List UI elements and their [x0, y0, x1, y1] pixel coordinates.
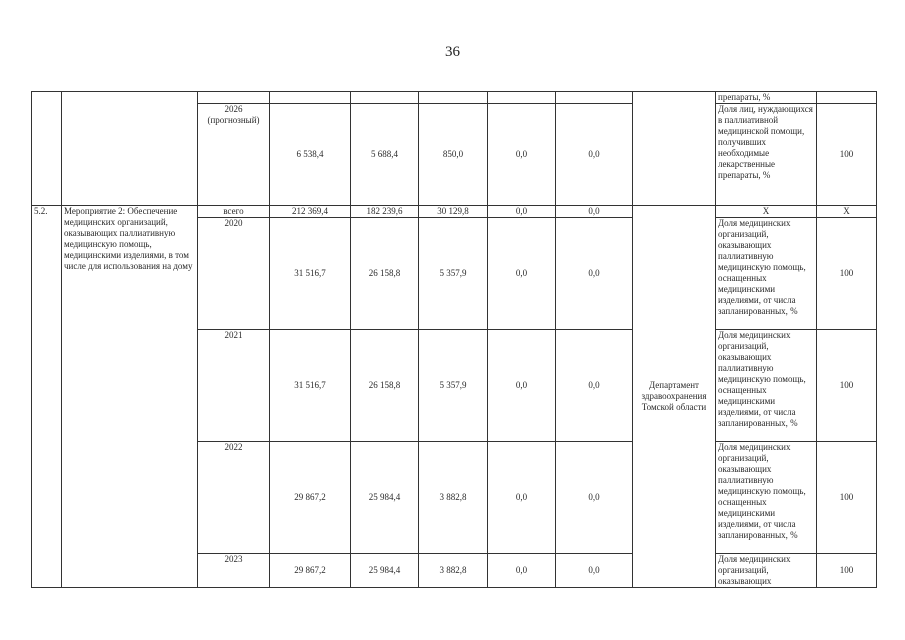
value-total: 31 516,7: [270, 330, 351, 442]
total-label: всего: [198, 206, 270, 218]
value-federal: 5 688,4: [351, 104, 419, 206]
value-regional: 850,0: [419, 104, 488, 206]
cell-number-prev: [32, 92, 62, 206]
value-other: 0,0: [556, 442, 633, 554]
indicator-cell: Доля медицинских организаций, оказывающих паллиативную медицинскую помощь, оснащенных медицинскими изделиями, от числа запланированных, %: [716, 330, 817, 442]
program-table: [31, 91, 877, 588]
indicator-cell: Доля медицинских организаций, оказывающих паллиативную медицинскую помощь, оснащенных медицинскими изделиями, от числа запланированных, %: [716, 442, 817, 554]
value-total: 29 867,2: [270, 554, 351, 588]
cell-year-cont: [198, 92, 270, 104]
year-cell: 2023: [198, 554, 270, 588]
value-regional: 5 357,9: [419, 218, 488, 330]
target-cell: 100: [817, 330, 877, 442]
year-cell: 2026 (прогнозный): [198, 104, 270, 206]
value-federal: 25 984,4: [351, 554, 419, 588]
value-local: 0,0: [488, 206, 556, 218]
value-other: 0,0: [556, 218, 633, 330]
executor-cell: Департамент здравоохранения Томской области: [633, 206, 716, 588]
event-name: Мероприятие 2: Обеспечение медицинских организаций, оказывающих паллиативную медицинскую помощь, медицинскими изделиями, в том числе для использования на дому: [62, 206, 198, 588]
indicator-cell: препараты, %: [716, 92, 817, 104]
target-cell: Х: [817, 206, 877, 218]
value-total: 31 516,7: [270, 218, 351, 330]
cell-name-prev: [62, 92, 198, 206]
event-number: 5.2.: [32, 206, 62, 588]
value-other: 0,0: [556, 104, 633, 206]
cell-executor-prev: [633, 92, 716, 206]
value-total: 212 369,4: [270, 206, 351, 218]
value-federal: 26 158,8: [351, 218, 419, 330]
value-federal: 26 158,8: [351, 330, 419, 442]
value-regional: 5 357,9: [419, 330, 488, 442]
value-federal: 25 984,4: [351, 442, 419, 554]
value-federal: 182 239,6: [351, 206, 419, 218]
target-cell: 100: [817, 554, 877, 588]
value-local: 0,0: [488, 554, 556, 588]
value-total: 29 867,2: [270, 442, 351, 554]
page-number: 36: [445, 44, 460, 60]
indicator-cell: Доля медицинских организаций, оказывающих: [716, 554, 817, 588]
value-local: 0,0: [488, 104, 556, 206]
value-regional: 3 882,8: [419, 442, 488, 554]
indicator-cell: Доля медицинских организаций, оказывающих паллиативную медицинскую помощь, оснащенных медицинскими изделиями, от числа запланированных, %: [716, 218, 817, 330]
value-regional: 3 882,8: [419, 554, 488, 588]
year-cell: 2020: [198, 218, 270, 330]
target-cell: 100: [817, 218, 877, 330]
value-other: 0,0: [556, 330, 633, 442]
value-local: 0,0: [488, 442, 556, 554]
target-cell: 100: [817, 104, 877, 206]
value-local: 0,0: [488, 330, 556, 442]
year-cell: 2022: [198, 442, 270, 554]
target-cell: 100: [817, 442, 877, 554]
table-row: [32, 92, 877, 104]
indicator-cell: Х: [716, 206, 817, 218]
value-local: 0,0: [488, 218, 556, 330]
value-regional: 30 129,8: [419, 206, 488, 218]
value-other: 0,0: [556, 206, 633, 218]
table-row: [32, 206, 877, 218]
year-cell: 2021: [198, 330, 270, 442]
value-other: 0,0: [556, 554, 633, 588]
indicator-cell: Доля лиц, нуждающихся в паллиативной медицинской помощи, получивших необходимые лекарственные препараты, %: [716, 104, 817, 206]
value-total: 6 538,4: [270, 104, 351, 206]
